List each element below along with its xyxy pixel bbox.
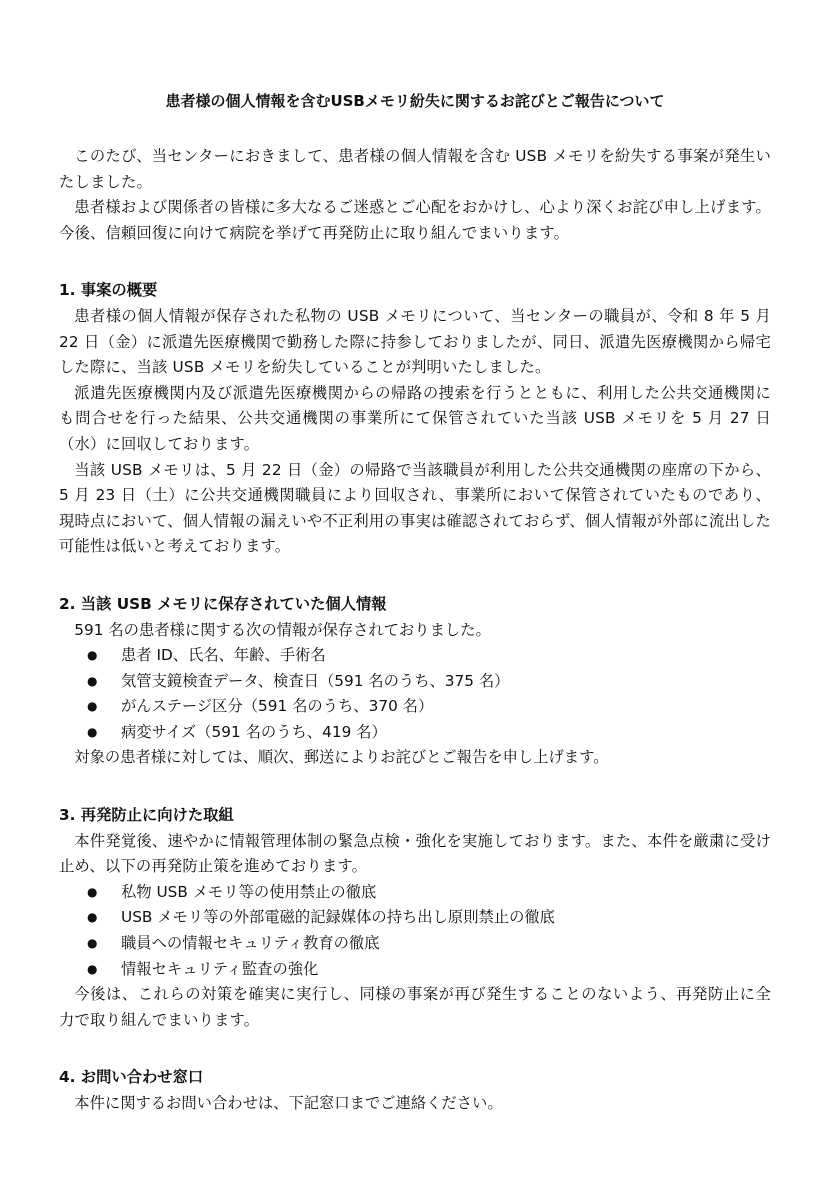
- bullet-icon: ●: [87, 648, 98, 663]
- list-item-text: 情報セキュリティ監査の強化: [121, 959, 319, 978]
- section-stored-personal-info: [59, 592, 771, 771]
- list-item: [59, 720, 771, 746]
- intro-paragraph: 患者様および関係者の皆様に多大なるご迷惑とご心配をおかけし、心より深くお詫び申し上げます。今後、信頼回復に向けて病院を挙げて再発防止に取り組んでまいります。: [59, 198, 771, 242]
- section-closing: 対象の患者様に対しては、順次、郵送によりお詫びとご報告を申し上げます。: [74, 748, 609, 767]
- list-item: [59, 669, 771, 695]
- list-item: [59, 643, 771, 669]
- bullet-icon: ●: [87, 699, 98, 714]
- section-incident-overview: [59, 278, 771, 560]
- bullet-icon: ●: [87, 884, 98, 899]
- section-closing: 今後は、これらの対策を確実に実行し、同様の事案が再び発生することのないよう、再発防止に全力で取り組んでまいります。: [59, 985, 771, 1029]
- list-item: [59, 905, 771, 931]
- list-item: [59, 694, 771, 720]
- bullet-icon: ●: [87, 961, 98, 976]
- section-prevention-measures: [59, 803, 771, 1033]
- bullet-icon: ●: [87, 910, 98, 925]
- section-paragraph: 派遣先医療機関内及び派遣先医療機関からの帰路の捜索を行うとともに、利用した公共交通機関にも問合せを行った結果、公共交通機関の事業所にて保管されていた当該 USB メモリを 5 月 27 日（水）に回収しております。: [59, 383, 771, 453]
- section-paragraph: 当該 USB メモリは、5 月 22 日（金）の帰路で当該職員が利用した公共交通機関の座席の下から、5 月 23 日（土）に公共交通機関職員により回収され、事業所において保管されていたものであり、現時点において、個人情報の漏えいや不正利用の事実は確認されておらず、個人情報が外部に流出した可能性は低いと考えております。: [59, 460, 771, 556]
- section-heading: 1. 事案の概要: [59, 281, 158, 300]
- document-title: 患者様の個人情報を含むUSBメモリ紛失に関するお詫びとご報告について: [165, 92, 665, 110]
- list-item-text: 病変サイズ（591 名のうち、419 名）: [121, 722, 387, 741]
- section-lead: 本件に関するお問い合わせは、下記窓口までご連絡ください。: [74, 1094, 503, 1112]
- section-contact: [59, 1065, 771, 1116]
- list-item: [59, 931, 771, 957]
- bullet-icon: ●: [87, 936, 98, 951]
- section-paragraph: 患者様の個人情報が保存された私物の USB メモリについて、当センターの職員が、令和 8 年 5 月 22 日（金）に派遣先医療機関で勤務した際に持参しておりましたが、同日、派遣先医療機関から帰宅した際に、当該 USB メモリを紛失していることが判明いたしました。: [59, 306, 771, 377]
- list-item-text: 職員への情報セキュリティ教育の徹底: [121, 934, 380, 953]
- list-item-text: USB メモリ等の外部電磁的記録媒体の持ち出し原則禁止の徹底: [121, 908, 555, 927]
- document-page: [59, 90, 771, 1117]
- section-lead: 本件発覚後、速やかに情報管理体制の緊急点検・強化を実施しております。また、本件を厳粛に受け止め、以下の再発防止策を進めております。: [59, 831, 771, 876]
- section-heading: 4. お問い合わせ窓口: [59, 1068, 204, 1087]
- list-item-text: 私物 USB メモリ等の使用禁止の徹底: [121, 882, 377, 901]
- prevention-list: [59, 880, 771, 982]
- list-item-text: がんステージ区分（591 名のうち、370 名）: [121, 697, 434, 716]
- list-item: [59, 880, 771, 906]
- list-item-text: 気管支鏡検査データ、検査日（591 名のうち、375 名）: [121, 671, 510, 690]
- section-lead: 591 名の患者様に関する次の情報が保存されておりました。: [74, 620, 491, 639]
- stored-info-list: [59, 643, 771, 745]
- bullet-icon: ●: [87, 673, 98, 688]
- list-item: [59, 957, 771, 983]
- section-heading: 2. 当該 USB メモリに保存されていた個人情報: [59, 594, 387, 613]
- intro-paragraph: このたび、当センターにおきまして、患者様の個人情報を含む USB メモリを紛失する事案が発生いたしました。: [59, 147, 771, 191]
- list-item-text: 患者 ID、氏名、年齢、手術名: [121, 646, 326, 665]
- bullet-icon: ●: [87, 724, 98, 739]
- section-heading: 3. 再発防止に向けた取組: [59, 806, 234, 825]
